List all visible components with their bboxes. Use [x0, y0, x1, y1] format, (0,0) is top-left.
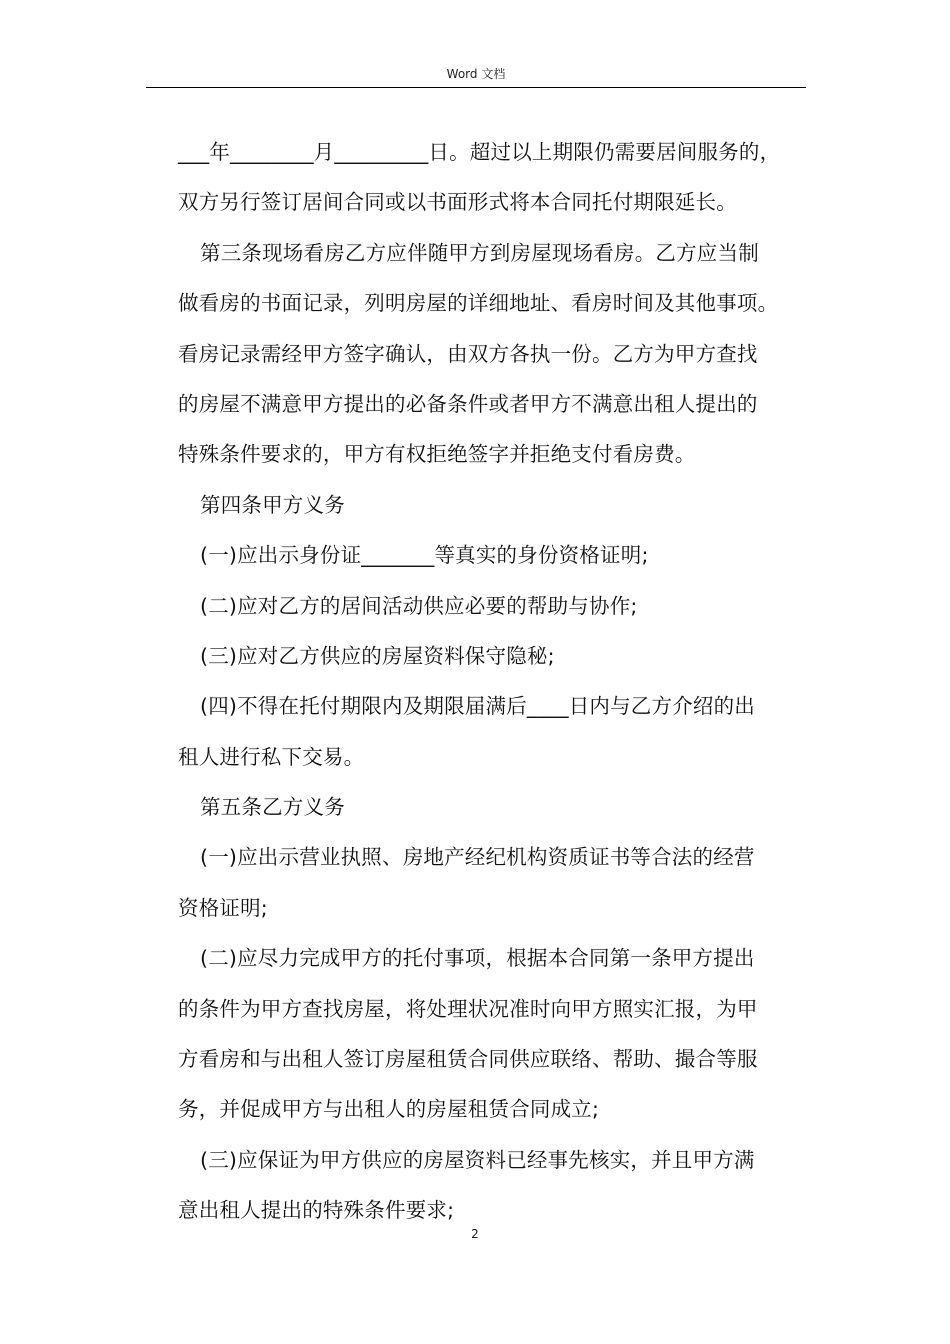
- section-heading: 第四条甲方义务: [200, 492, 345, 517]
- text-line: ___年________月_________日。超过以上期限仍需要居间服务的，: [178, 140, 781, 164]
- text-line: 务，并促成甲方与出租人的房屋租赁合同成立;: [178, 1097, 600, 1122]
- text-line: (三)应对乙方供应的房屋资料保守隐秘;: [200, 643, 555, 668]
- text-line: 双方另行签订居间合同或以书面形式将本合同托付期限延长。: [178, 190, 737, 215]
- text-line: (一)应出示身份证_______等真实的身份资格证明;: [200, 543, 649, 568]
- text-line: 第三条现场看房乙方应伴随甲方到房屋现场看房。乙方应当制: [200, 240, 759, 265]
- text-line: 意出租人提出的特殊条件要求;: [178, 1198, 455, 1223]
- text-line: (四)不得在托付期限内及期限届满后____日内与乙方介绍的出: [200, 694, 755, 719]
- document-body: [178, 127, 818, 1236]
- text-line: 租人进行私下交易。: [178, 744, 365, 769]
- header-divider: [146, 87, 806, 88]
- text-line: 的条件为甲方查找房屋，将处理状况准时向甲方照实汇报，为甲: [178, 996, 758, 1021]
- page-header: Word 文档: [446, 67, 506, 81]
- text-line: 方看房和与出租人签订房屋租赁合同供应联络、帮助、撮合等服: [178, 1047, 758, 1072]
- page-number: 2: [471, 1227, 479, 1241]
- text-line: 做看房的书面记录，列明房屋的详细地址、看房时间及其他事项。: [178, 291, 779, 316]
- text-line: (二)应尽力完成甲方的托付事项，根据本合同第一条甲方提出: [200, 946, 755, 971]
- text-line: (一)应出示营业执照、房地产经纪机构资质证书等合法的经营: [200, 845, 755, 870]
- text-line: 的房屋不满意甲方提出的必备条件或者甲方不满意出租人提出的: [178, 391, 758, 416]
- section-heading: 第五条乙方义务: [200, 795, 345, 820]
- text-line: (三)应保证为甲方供应的房屋资料已经事先核实，并且甲方满: [200, 1147, 755, 1172]
- text-line: 资格证明;: [178, 895, 268, 920]
- text-line: (二)应对乙方的居间活动供应必要的帮助与协作;: [200, 593, 638, 618]
- text-line: 看房记录需经甲方签字确认，由双方各执一份。乙方为甲方查找: [178, 341, 758, 366]
- text-line: 特殊条件要求的，甲方有权拒绝签字并拒绝支付看房费。: [178, 442, 696, 467]
